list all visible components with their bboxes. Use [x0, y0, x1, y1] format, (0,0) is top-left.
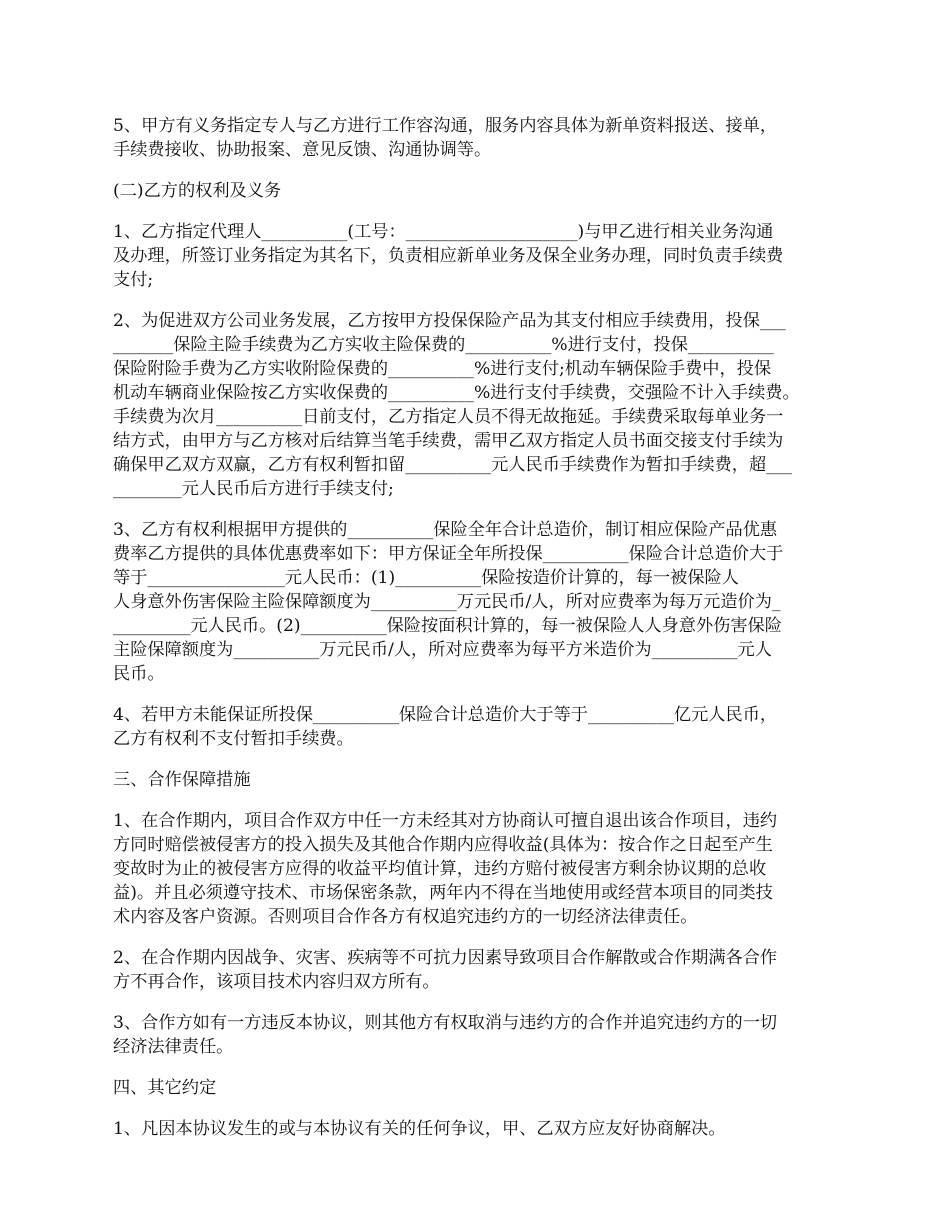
text-line: 变故时为止的被侵害方应得的收益平均值计算，违约方赔付被侵害方剩余协议期的总收 [113, 859, 767, 879]
text-line: 等于________________元人民币：(1)__________保险按造价计算的，每一被保险人 [113, 568, 739, 588]
text-line: 4、若甲方未能保证所投保__________保险合计总造价大于等于__________亿元人民币， [113, 705, 778, 725]
text-line: 3、合作方如有一方违反本协议，则其他方有权取消与违约方的合作并追究违约方的一切 [113, 1013, 778, 1033]
text-line: 方不再合作，该项目技术内容归双方所有。 [113, 972, 440, 992]
text-line: 主险保障额度为__________万元民币/人，所对应费率为每平方米造价为__________元人 [113, 640, 772, 660]
text-line: 2、为促进双方公司业务发展，乙方按甲方投保保险产品为其支付相应手续费用，投保___ [113, 311, 786, 331]
text-line: 保险附险手费为乙方实收附险保费的__________%进行支付;机动车辆保险手费中，投保 [113, 359, 772, 379]
text-line: 方同时赔偿被侵害方的投入损失及其他合作期内应得收益(具体为：按合作之日起至产生 [113, 835, 773, 855]
text-line: 2、在合作期内因战争、灾害、疾病等不可抗力因素导致项目合作解散或合作期满各合作 [113, 948, 778, 968]
paragraph [113, 220, 838, 292]
text-line: 经济法律责任。 [113, 1037, 234, 1057]
text-line: 费率乙方提供的具体优惠费率如下：甲方保证全年所投保__________保险合计总造价大于 [113, 544, 784, 564]
text-line: (二)乙方的权利及义务 [113, 181, 282, 201]
text-line: 1、凡因本协议发生的或与本协议有关的任何争议，甲、乙双方应友好协商解决。 [113, 1119, 726, 1139]
text-line: ________元人民币后方进行手续支付; [113, 479, 394, 499]
text-line: 四、其它约定 [113, 1078, 217, 1098]
text-line: 3、乙方有权利根据甲方提供的__________保险全年合计总造价，制订相应保险产品优惠 [113, 520, 778, 540]
section-heading [113, 768, 838, 792]
text-line: _______保险主险手续费为乙方实收主险保费的__________%进行支付，投保__________ [113, 335, 774, 355]
section-heading [113, 179, 838, 203]
text-line: 5、甲方有义务指定专人与乙方进行工作容沟通，服务内容具体为新单资料报送、接单， [113, 116, 778, 136]
text-line: 确保甲乙双方双赢，乙方有权利暂扣留__________元人民币手续费作为暂扣手续费，超___ [113, 455, 792, 475]
paragraph [113, 1011, 838, 1059]
section-heading [113, 1076, 838, 1100]
paragraph [113, 518, 838, 686]
text-line: 益)。并且必须遵守技术、市场保密条款，两年内不得在当地使用或经营本项目的同类技 [113, 883, 773, 903]
text-line: 1、乙方指定代理人__________(工号：____________________)与甲乙进行相关业务沟通 [113, 222, 774, 242]
paragraph [113, 703, 838, 751]
text-line: 1、在合作期内，项目合作双方中任一方未经其对方协商认可擅自退出该合作项目，违约 [113, 811, 778, 831]
text-line: 支付; [113, 270, 154, 290]
text-line: 民币。 [113, 664, 165, 684]
paragraph [113, 809, 838, 929]
text-line: 手续费为次月__________日前支付，乙方指定人员不得无故拖延。手续费采取每单业务一 [113, 407, 784, 427]
text-line: _________元人民币。(2)__________保险按面积计算的，每一被保险人人身意外伤害保险 [113, 616, 782, 636]
paragraph [113, 946, 838, 994]
text-line: 乙方有权利不支付暂扣手续费。 [113, 729, 354, 749]
paragraph [113, 114, 838, 162]
text-line: 人身意外伤害保险主险保障额度为__________万元民币/人，所对应费率为每万元造价为_ [113, 592, 781, 612]
text-line: 手续费接收、协助报案、意见反馈、沟通协调等。 [113, 140, 492, 160]
paragraph [113, 1117, 838, 1141]
text-line: 三、合作保障措施 [113, 770, 251, 790]
text-line: 术内容及客户资源。否则项目合作各方有权追究违约方的一切经济法律责任。 [113, 907, 698, 927]
text-line: 及办理，所签订业务指定为其名下，负责相应新单业务及保全业务办理，同时负责手续费 [113, 246, 784, 266]
text-line: 机动车辆商业保险按乙方实收保费的__________%进行支付手续费，交强险不计入手续费。 [113, 383, 800, 403]
text-line: 结方式，由甲方与乙方核对后结算当笔手续费，需甲乙双方指定人员书面交接支付手续为 [113, 431, 784, 451]
paragraph [113, 309, 838, 501]
